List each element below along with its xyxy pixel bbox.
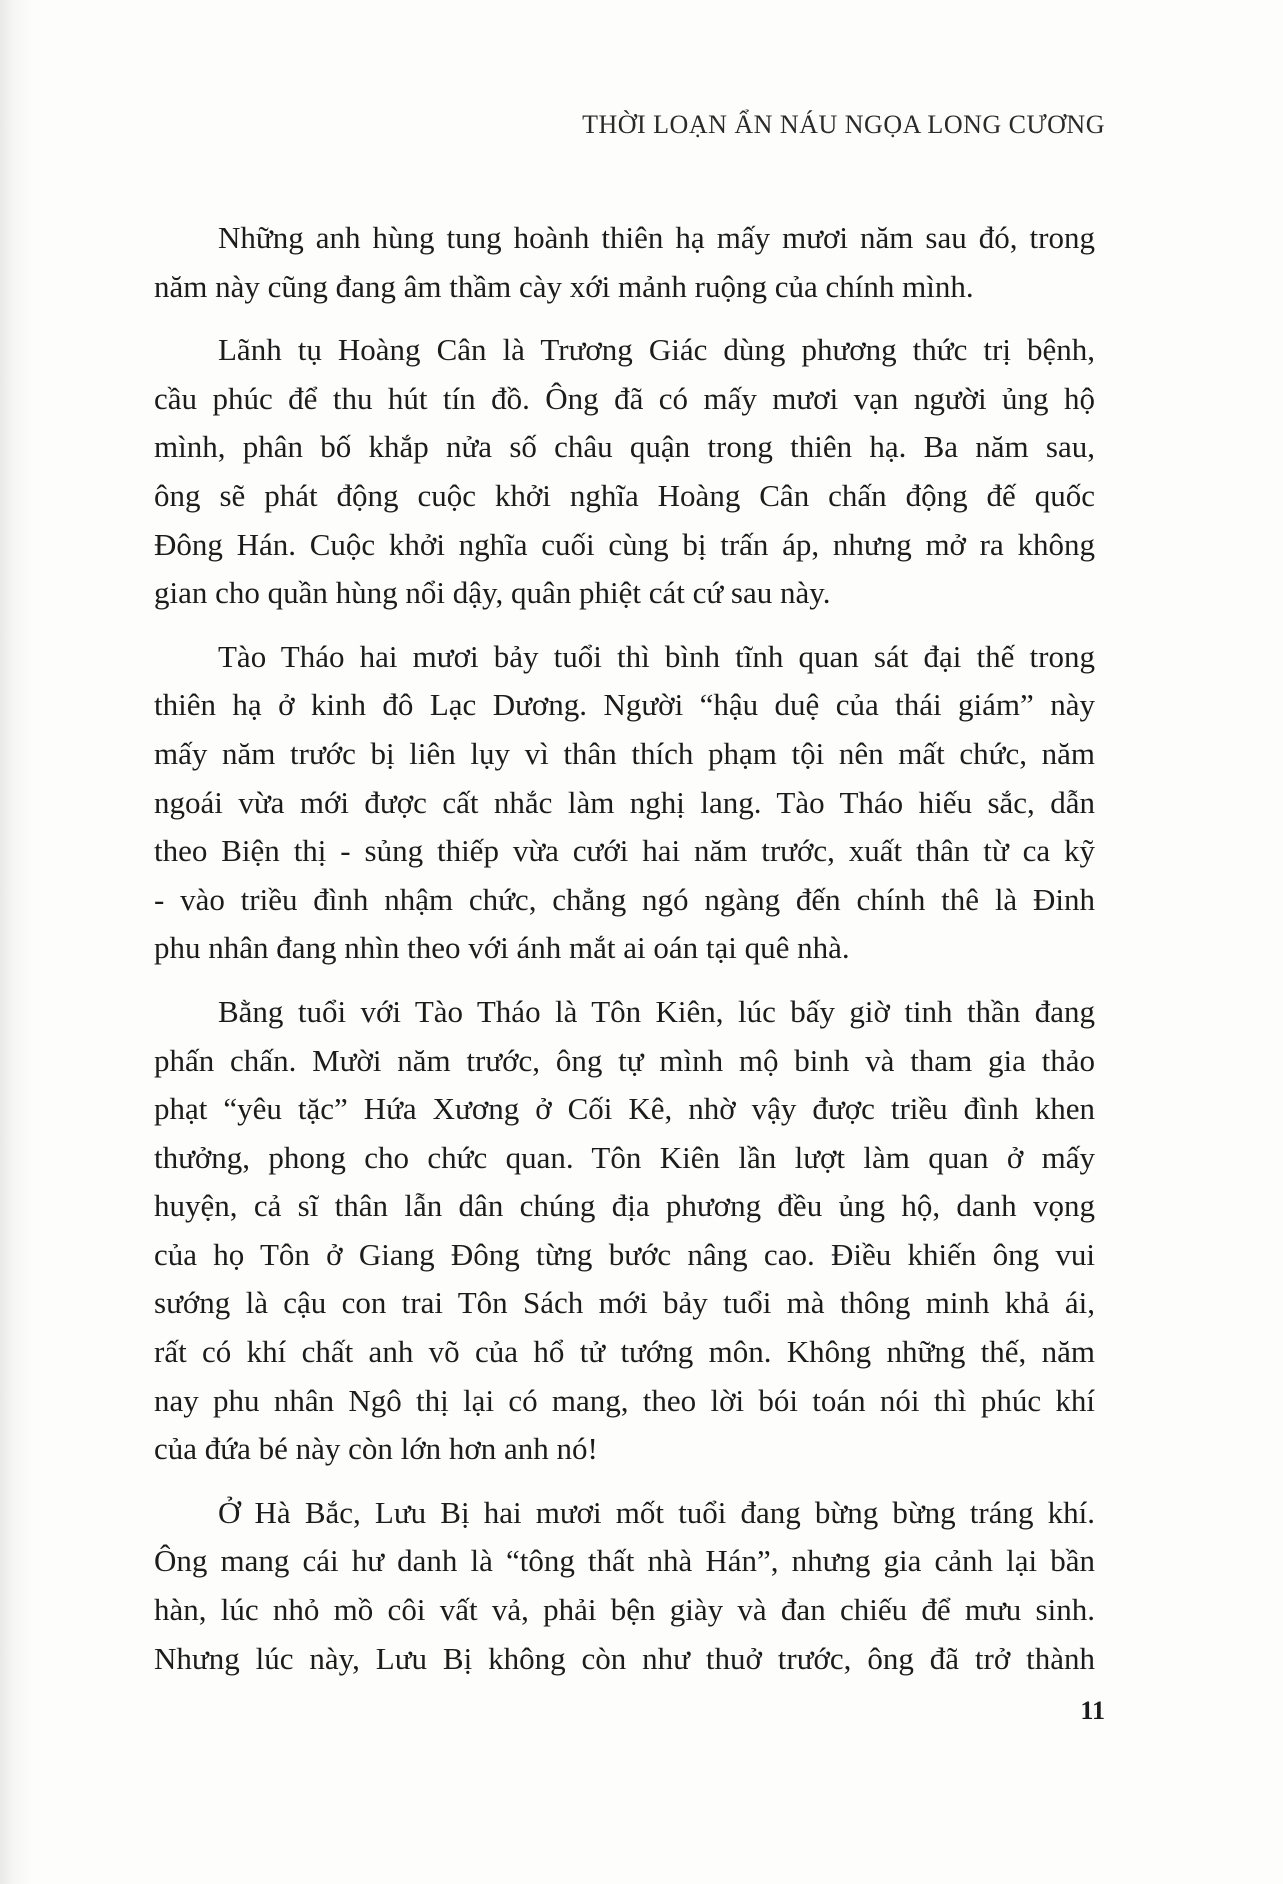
- text-line: theo Biện thị - sủng thiếp vừa cưới hai năm trước, xuất thân từ ca kỹ: [154, 833, 1095, 869]
- text-line: ông sẽ phát động cuộc khởi nghĩa Hoàng Cân chấn động đế quốc: [154, 477, 1095, 513]
- text-line: ngoái vừa mới được cất nhắc làm nghị lang. Tào Tháo hiếu sắc, dẫn: [154, 784, 1095, 820]
- paragraph: [154, 1489, 1095, 1683]
- paragraph: [154, 633, 1095, 973]
- text-line: Những anh hùng tung hoành thiên hạ mấy mươi năm sau đó, trong: [218, 220, 1095, 255]
- text-line: Nhưng lúc này, Lưu Bị không còn như thuở trước, ông đã trở thành: [154, 1640, 1095, 1676]
- text-line: Ông mang cái hư danh là “tông thất nhà Hán”, nhưng gia cảnh lại bần: [154, 1543, 1095, 1579]
- text-line: mấy năm trước bị liên lụy vì thân thích phạm tội nên mất chức, năm: [154, 735, 1095, 771]
- text-line: Đông Hán. Cuộc khởi nghĩa cuối cùng bị trấn áp, nhưng mở ra không: [154, 526, 1095, 562]
- text-body: [154, 214, 1095, 1698]
- text-line: năm này cũng đang âm thầm cày xới mảnh ruộng của chính mình.: [154, 268, 974, 304]
- text-line: thiên hạ ở kinh đô Lạc Dương. Người “hậu duệ của thái giám” này: [154, 687, 1095, 723]
- text-line: mình, phân bố khắp nửa số châu quận trong thiên hạ. Ba năm sau,: [154, 429, 1095, 465]
- text-line: thưởng, phong cho chức quan. Tôn Kiên lần lượt làm quan ở mấy: [154, 1139, 1095, 1175]
- text-line: nay phu nhân Ngô thị lại có mang, theo lời bói toán nói thì phúc khí: [154, 1382, 1095, 1418]
- text-line: hàn, lúc nhỏ mồ côi vất vả, phải bện giày và đan chiếu để mưu sinh.: [154, 1592, 1095, 1628]
- text-line: sướng là cậu con trai Tôn Sách mới bảy tuổi mà thông minh khả ái,: [154, 1285, 1095, 1321]
- text-line: phạt “yêu tặc” Hứa Xương ở Cối Kê, nhờ vậy được triều đình khen: [154, 1091, 1095, 1127]
- text-line: phấn chấn. Mười năm trước, ông tự mình mộ binh và tham gia thảo: [154, 1042, 1095, 1078]
- paragraph: [154, 988, 1095, 1474]
- text-line: Bằng tuổi với Tào Tháo là Tôn Kiên, lúc bấy giờ tinh thần đang: [218, 993, 1095, 1029]
- running-header-title: THỜI LOẠN ẨN NÁU NGỌA LONG CƯƠNG: [582, 110, 1105, 139]
- paragraph: [154, 214, 1095, 311]
- page-number: 11: [1080, 1696, 1105, 1725]
- text-line: - vào triều đình nhậm chức, chẳng ngó ngàng đến chính thê là Đinh: [154, 881, 1095, 917]
- text-line: của đứa bé này còn lớn hơn anh nó!: [154, 1431, 598, 1467]
- text-line: gian cho quần hùng nổi dậy, quân phiệt cát cứ sau này.: [154, 575, 831, 611]
- text-line: Ở Hà Bắc, Lưu Bị hai mươi mốt tuổi đang bừng bừng tráng khí.: [218, 1494, 1095, 1530]
- text-line: rất có khí chất anh võ của hổ tử tướng môn. Không những thế, năm: [154, 1334, 1095, 1370]
- text-line: phu nhân đang nhìn theo với ánh mắt ai oán tại quê nhà.: [154, 930, 850, 966]
- text-line: huyện, cả sĩ thân lẫn dân chúng địa phương đều ủng hộ, danh vọng: [154, 1188, 1095, 1224]
- text-line: Lãnh tụ Hoàng Cân là Trương Giác dùng phương thức trị bệnh,: [218, 332, 1095, 368]
- text-line: Tào Tháo hai mươi bảy tuổi thì bình tĩnh quan sát đại thế trong: [218, 638, 1095, 674]
- text-line: cầu phúc để thu hút tín đồ. Ông đã có mấy mươi vạn người ủng hộ: [154, 380, 1095, 416]
- text-line: của họ Tôn ở Giang Đông từng bước nâng cao. Điều khiến ông vui: [154, 1236, 1095, 1272]
- paragraph: [154, 326, 1095, 618]
